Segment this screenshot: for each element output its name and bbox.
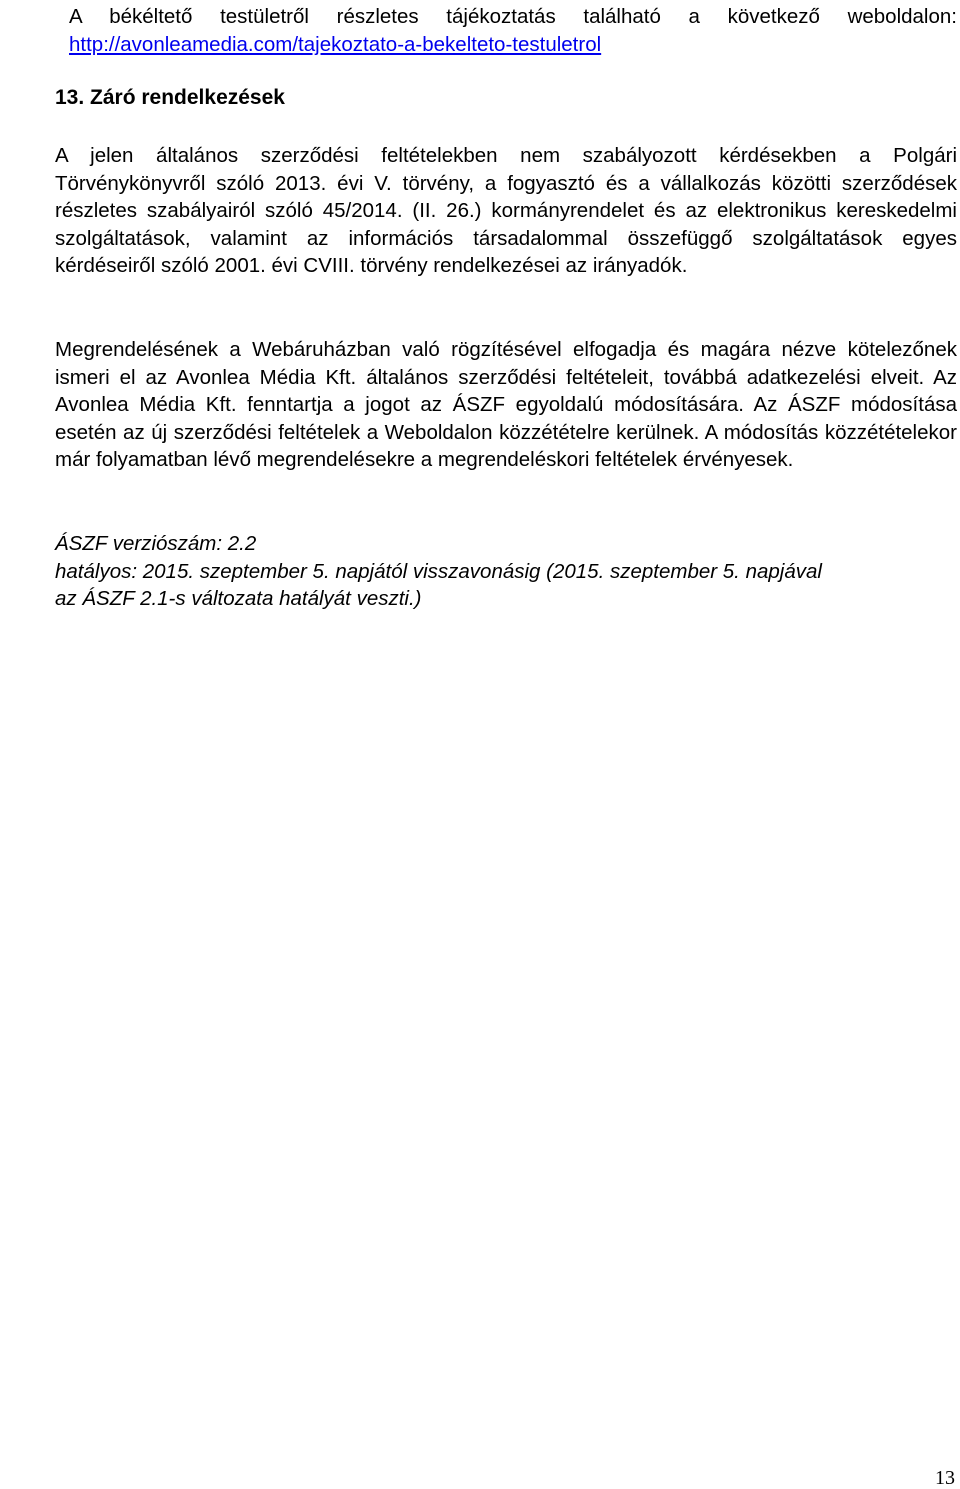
paragraph-acceptance: Megrendelésének a Webáruházban való rögzítésével elfogadja és magára nézve kötelezőnek ismeri el az Avonlea Média Kft. általános szerződési feltételeit, továbbá adatkezelési elveit. Az Avonlea Média Kft. fenntartja a jogot az ÁSZF egyoldalú módosítására. Az ÁSZF módosítása esetén az új szerződési feltételek a Weboldalon közzétételre kerülnek. A módosítás közzétételekor már folyamatban lévő megrendelésekre a megrendeléskori feltételek érvényesek. (55, 338, 957, 472)
version-info (55, 530, 957, 613)
bekelteto-testulet-link[interactable]: http://avonleamedia.com/tajekoztato-a-bekelteto-testuletrol (69, 32, 602, 56)
version-effective-date: hatályos: 2015. szeptember 5. napjától visszavonásig (2015. szeptember 5. napjával (55, 559, 822, 583)
paragraph-governing-law: A jelen általános szerződési feltételekben nem szabályozott kérdésekben a Polgári Törvénykönyvről szóló 2013. évi V. törvény, a fogyasztó és a vállalkozás közötti szerződések részletes szabályairól szóló 45/2014. (II. 26.) kormányrendelet és az elektronikus kereskedelmi szolgáltatások, valamint az információs társadalommal összefüggő szolgáltatások egyes kérdéseiről szóló 2001. évi CVIII. törvény rendelkezései az irányadók. (55, 144, 957, 278)
page-number: 13 (935, 1467, 955, 1489)
section-heading: 13. Záró rendelkezések (55, 86, 285, 109)
version-supersedes: az ÁSZF 2.1-s változata hatályát veszti.) (55, 587, 422, 611)
version-number: ÁSZF verziószám: 2.2 (55, 532, 257, 555)
intro-text: A békéltető testületről részletes tájékoztatás található a következő weboldalon: (69, 5, 957, 28)
intro-paragraph (69, 3, 957, 58)
